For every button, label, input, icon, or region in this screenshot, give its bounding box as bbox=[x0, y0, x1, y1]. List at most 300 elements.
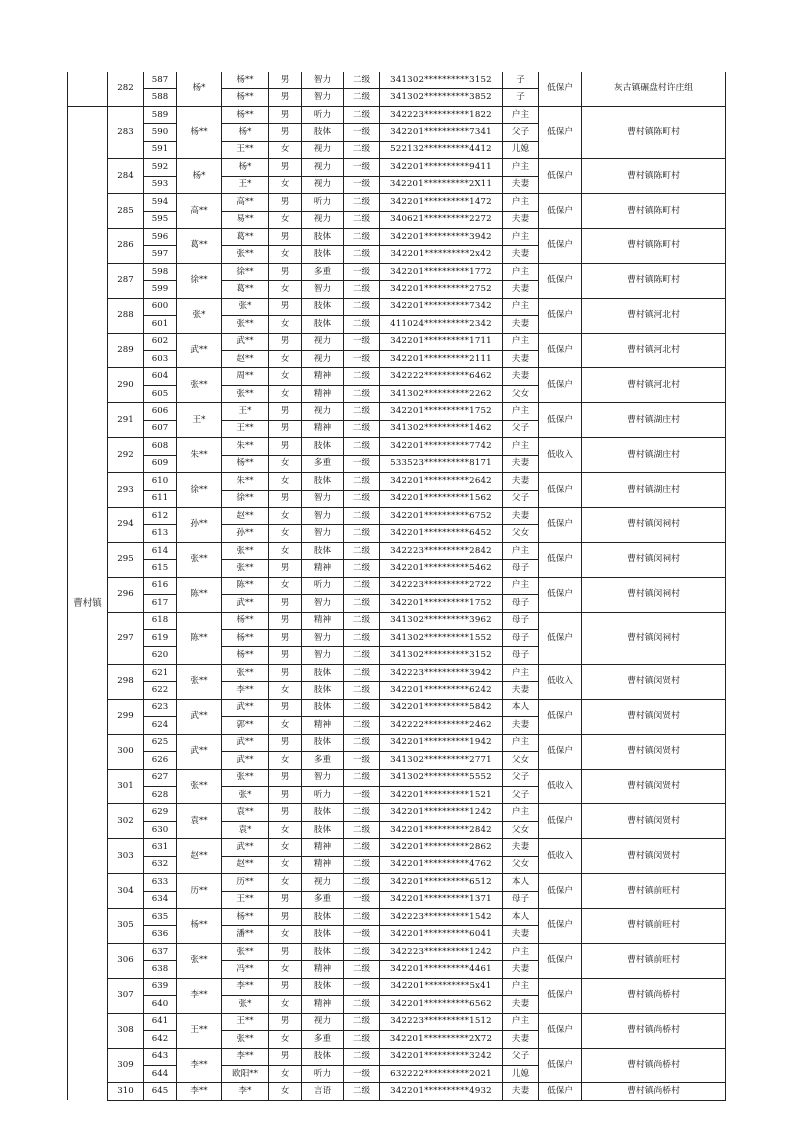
table-row bbox=[68, 804, 726, 821]
id-number: 342201**********5842 bbox=[380, 699, 503, 716]
disability-level: 一级 bbox=[344, 159, 380, 176]
household-table-container bbox=[67, 72, 725, 1097]
id-number: 342201**********7341 bbox=[380, 124, 503, 141]
member-name: 欧阳** bbox=[222, 1065, 269, 1082]
household-head: 陈** bbox=[177, 577, 222, 612]
member-name: 赵** bbox=[222, 351, 269, 368]
address: 曹村镇前旺村 bbox=[582, 909, 726, 944]
member-name: 陈** bbox=[222, 577, 269, 594]
assistance-category: 低保户 bbox=[539, 943, 582, 978]
relationship: 户主 bbox=[503, 228, 539, 245]
assistance-category: 低保户 bbox=[539, 542, 582, 577]
id-number: 342201**********1711 bbox=[380, 333, 503, 350]
relationship: 父女 bbox=[503, 856, 539, 873]
person-index: 606 bbox=[144, 403, 177, 420]
member-sex: 女 bbox=[269, 682, 302, 699]
member-name: 武** bbox=[222, 333, 269, 350]
disability-level: 二级 bbox=[344, 856, 380, 873]
household-number: 298 bbox=[108, 664, 144, 699]
assistance-category: 低保户 bbox=[539, 473, 582, 508]
disability-level: 一级 bbox=[344, 1065, 380, 1082]
table-row bbox=[68, 263, 726, 280]
person-index: 641 bbox=[144, 1013, 177, 1030]
disability-type: 肢体 bbox=[302, 821, 344, 838]
disability-type: 肢体 bbox=[302, 246, 344, 263]
disability-level: 二级 bbox=[344, 682, 380, 699]
relationship: 夫妻 bbox=[503, 351, 539, 368]
person-index: 625 bbox=[144, 734, 177, 751]
disability-level: 二级 bbox=[344, 542, 380, 559]
household-number: 303 bbox=[108, 839, 144, 874]
disability-type: 肢体 bbox=[302, 926, 344, 943]
person-index: 593 bbox=[144, 176, 177, 193]
household-head: 武** bbox=[177, 734, 222, 769]
household-number: 294 bbox=[108, 507, 144, 542]
id-number: 341302**********2771 bbox=[380, 752, 503, 769]
table-row bbox=[68, 473, 726, 490]
member-sex: 女 bbox=[269, 542, 302, 559]
person-index: 602 bbox=[144, 333, 177, 350]
household-head: 历** bbox=[177, 874, 222, 909]
person-index: 588 bbox=[144, 89, 177, 106]
person-index: 611 bbox=[144, 490, 177, 507]
disability-type: 多重 bbox=[302, 1031, 344, 1048]
person-index: 637 bbox=[144, 943, 177, 960]
assistance-category: 低保户 bbox=[539, 194, 582, 229]
id-number: 342201**********6242 bbox=[380, 682, 503, 699]
town-cell: 曹村镇 bbox=[68, 106, 108, 1100]
assistance-category: 低收入 bbox=[539, 839, 582, 874]
id-number: 342201**********2842 bbox=[380, 821, 503, 838]
member-sex: 女 bbox=[269, 455, 302, 472]
disability-type: 智力 bbox=[302, 89, 344, 106]
member-sex: 女 bbox=[269, 368, 302, 385]
member-sex: 男 bbox=[269, 159, 302, 176]
assistance-category: 低保户 bbox=[539, 1083, 582, 1100]
household-head: 杨* bbox=[177, 72, 222, 106]
disability-type: 视力 bbox=[302, 159, 344, 176]
person-index: 630 bbox=[144, 821, 177, 838]
member-sex: 男 bbox=[269, 943, 302, 960]
address: 曹村镇闵贤村 bbox=[582, 699, 726, 734]
person-index: 599 bbox=[144, 281, 177, 298]
relationship: 母子 bbox=[503, 630, 539, 647]
household-head: 杨* bbox=[177, 159, 222, 194]
id-number: 342201**********4762 bbox=[380, 856, 503, 873]
disability-level: 二级 bbox=[344, 961, 380, 978]
table-row bbox=[68, 734, 726, 751]
household-number: 305 bbox=[108, 909, 144, 944]
address: 曹村镇陈町村 bbox=[582, 194, 726, 229]
person-index: 639 bbox=[144, 978, 177, 995]
relationship: 夫妻 bbox=[503, 455, 539, 472]
disability-type: 精神 bbox=[302, 996, 344, 1013]
member-name: 杨** bbox=[222, 89, 269, 106]
disability-type: 肢体 bbox=[302, 473, 344, 490]
table-row bbox=[68, 978, 726, 995]
household-number: 285 bbox=[108, 194, 144, 229]
table-row bbox=[68, 1013, 726, 1030]
id-number: 342201**********1752 bbox=[380, 595, 503, 612]
id-number: 342201**********2x42 bbox=[380, 246, 503, 263]
member-name: 王* bbox=[222, 176, 269, 193]
member-sex: 女 bbox=[269, 246, 302, 263]
relationship: 父女 bbox=[503, 525, 539, 542]
household-number: 306 bbox=[108, 943, 144, 978]
disability-level: 一级 bbox=[344, 333, 380, 350]
address: 曹村镇闵祠村 bbox=[582, 612, 726, 664]
person-index: 628 bbox=[144, 786, 177, 803]
disability-level: 一级 bbox=[344, 351, 380, 368]
member-name: 杨* bbox=[222, 159, 269, 176]
person-index: 632 bbox=[144, 856, 177, 873]
table-row bbox=[68, 159, 726, 176]
member-sex: 女 bbox=[269, 385, 302, 402]
disability-level: 二级 bbox=[344, 316, 380, 333]
member-name: 历** bbox=[222, 874, 269, 891]
person-index: 635 bbox=[144, 909, 177, 926]
relationship: 户主 bbox=[503, 438, 539, 455]
relationship: 户主 bbox=[503, 403, 539, 420]
person-index: 622 bbox=[144, 682, 177, 699]
disability-type: 听力 bbox=[302, 1065, 344, 1082]
relationship: 户主 bbox=[503, 159, 539, 176]
assistance-category: 低保户 bbox=[539, 612, 582, 664]
assistance-category: 低保户 bbox=[539, 909, 582, 944]
assistance-category: 低保户 bbox=[539, 403, 582, 438]
disability-level: 二级 bbox=[344, 1031, 380, 1048]
relationship: 夫妻 bbox=[503, 368, 539, 385]
disability-level: 二级 bbox=[344, 473, 380, 490]
relationship: 夫妻 bbox=[503, 316, 539, 333]
relationship: 父子 bbox=[503, 769, 539, 786]
member-sex: 男 bbox=[269, 804, 302, 821]
assistance-category: 低收入 bbox=[539, 664, 582, 699]
household-head: 张** bbox=[177, 664, 222, 699]
household-number: 287 bbox=[108, 263, 144, 298]
person-index: 614 bbox=[144, 542, 177, 559]
disability-type: 智力 bbox=[302, 595, 344, 612]
id-number: 342201**********3242 bbox=[380, 1048, 503, 1065]
relationship: 夫妻 bbox=[503, 281, 539, 298]
table-row bbox=[68, 507, 726, 524]
household-head: 李** bbox=[177, 978, 222, 1013]
member-name: 杨** bbox=[222, 106, 269, 123]
disability-level: 一级 bbox=[344, 176, 380, 193]
disability-type: 肢体 bbox=[302, 909, 344, 926]
disability-level: 一级 bbox=[344, 263, 380, 280]
member-sex: 男 bbox=[269, 263, 302, 280]
household-head: 葛** bbox=[177, 228, 222, 263]
household-head: 陈** bbox=[177, 612, 222, 664]
disability-level: 二级 bbox=[344, 647, 380, 664]
person-index: 618 bbox=[144, 612, 177, 629]
member-name: 王** bbox=[222, 891, 269, 908]
table-row bbox=[68, 839, 726, 856]
relationship: 本人 bbox=[503, 874, 539, 891]
address: 曹村镇陈町村 bbox=[582, 106, 726, 158]
disability-level: 二级 bbox=[344, 525, 380, 542]
member-name: 武** bbox=[222, 699, 269, 716]
disability-level: 一级 bbox=[344, 124, 380, 141]
member-name: 李** bbox=[222, 978, 269, 995]
assistance-category: 低收入 bbox=[539, 769, 582, 804]
disability-level: 二级 bbox=[344, 630, 380, 647]
disability-type: 智力 bbox=[302, 630, 344, 647]
household-number: 295 bbox=[108, 542, 144, 577]
disability-type: 言语 bbox=[302, 1083, 344, 1100]
id-number: 342201**********1772 bbox=[380, 263, 503, 280]
table-row bbox=[68, 228, 726, 245]
disability-type: 智力 bbox=[302, 507, 344, 524]
address: 曹村镇尚桥村 bbox=[582, 978, 726, 1013]
address: 曹村镇闵贤村 bbox=[582, 804, 726, 839]
member-sex: 男 bbox=[269, 734, 302, 751]
member-sex: 女 bbox=[269, 996, 302, 1013]
household-head: 李** bbox=[177, 1048, 222, 1083]
disability-level: 二级 bbox=[344, 72, 380, 89]
disability-type: 肢体 bbox=[302, 1048, 344, 1065]
member-name: 郭** bbox=[222, 717, 269, 734]
disability-type: 精神 bbox=[302, 839, 344, 856]
member-name: 赵** bbox=[222, 507, 269, 524]
relationship: 夫妻 bbox=[503, 246, 539, 263]
relationship: 夫妻 bbox=[503, 717, 539, 734]
address: 曹村镇闵贤村 bbox=[582, 734, 726, 769]
relationship: 夫妻 bbox=[503, 682, 539, 699]
member-name: 葛** bbox=[222, 281, 269, 298]
relationship: 户主 bbox=[503, 978, 539, 995]
disability-type: 视力 bbox=[302, 874, 344, 891]
household-number: 284 bbox=[108, 159, 144, 194]
member-name: 武** bbox=[222, 839, 269, 856]
member-sex: 男 bbox=[269, 769, 302, 786]
household-number: 302 bbox=[108, 804, 144, 839]
relationship: 父子 bbox=[503, 786, 539, 803]
household-number: 289 bbox=[108, 333, 144, 368]
person-index: 589 bbox=[144, 106, 177, 123]
assistance-category: 低保户 bbox=[539, 734, 582, 769]
table-row bbox=[68, 1083, 726, 1100]
member-sex: 男 bbox=[269, 72, 302, 89]
relationship: 儿媳 bbox=[503, 141, 539, 158]
disability-level: 二级 bbox=[344, 211, 380, 228]
address: 灰古镇碾盘村许庄组 bbox=[582, 72, 726, 106]
member-sex: 男 bbox=[269, 978, 302, 995]
relationship: 母子 bbox=[503, 891, 539, 908]
member-sex: 男 bbox=[269, 1048, 302, 1065]
household-number: 297 bbox=[108, 612, 144, 664]
member-sex: 男 bbox=[269, 403, 302, 420]
person-index: 604 bbox=[144, 368, 177, 385]
disability-type: 智力 bbox=[302, 281, 344, 298]
member-sex: 女 bbox=[269, 473, 302, 490]
relationship: 母子 bbox=[503, 612, 539, 629]
member-name: 高** bbox=[222, 194, 269, 211]
member-name: 朱** bbox=[222, 473, 269, 490]
member-name: 王* bbox=[222, 403, 269, 420]
disability-level: 二级 bbox=[344, 385, 380, 402]
household-number: 291 bbox=[108, 403, 144, 438]
person-index: 607 bbox=[144, 420, 177, 437]
disability-type: 听力 bbox=[302, 786, 344, 803]
member-sex: 女 bbox=[269, 874, 302, 891]
id-number: 342201**********3942 bbox=[380, 228, 503, 245]
address: 曹村镇前旺村 bbox=[582, 874, 726, 909]
disability-type: 精神 bbox=[302, 385, 344, 402]
relationship: 夫妻 bbox=[503, 839, 539, 856]
person-index: 591 bbox=[144, 141, 177, 158]
disability-level: 二级 bbox=[344, 769, 380, 786]
disability-type: 智力 bbox=[302, 72, 344, 89]
household-number: 310 bbox=[108, 1083, 144, 1100]
member-name: 杨** bbox=[222, 647, 269, 664]
relationship: 父女 bbox=[503, 752, 539, 769]
table-row bbox=[68, 699, 726, 716]
relationship: 户主 bbox=[503, 577, 539, 594]
id-number: 342201**********7742 bbox=[380, 438, 503, 455]
member-name: 杨* bbox=[222, 124, 269, 141]
disability-level: 二级 bbox=[344, 1048, 380, 1065]
person-index: 627 bbox=[144, 769, 177, 786]
member-sex: 女 bbox=[269, 821, 302, 838]
address: 曹村镇河北村 bbox=[582, 368, 726, 403]
disability-level: 二级 bbox=[344, 490, 380, 507]
member-sex: 女 bbox=[269, 507, 302, 524]
relationship: 子 bbox=[503, 72, 539, 89]
id-number: 342223**********1822 bbox=[380, 106, 503, 123]
id-number: 341302**********3152 bbox=[380, 647, 503, 664]
relationship: 户主 bbox=[503, 734, 539, 751]
relationship: 户主 bbox=[503, 333, 539, 350]
household-head: 武** bbox=[177, 333, 222, 368]
member-name: 武** bbox=[222, 752, 269, 769]
household-number: 308 bbox=[108, 1013, 144, 1048]
person-index: 642 bbox=[144, 1031, 177, 1048]
disability-level: 二级 bbox=[344, 717, 380, 734]
household-head: 孙** bbox=[177, 507, 222, 542]
disability-type: 精神 bbox=[302, 420, 344, 437]
disability-type: 智力 bbox=[302, 490, 344, 507]
member-name: 武** bbox=[222, 734, 269, 751]
member-sex: 女 bbox=[269, 176, 302, 193]
member-sex: 男 bbox=[269, 595, 302, 612]
member-sex: 女 bbox=[269, 1031, 302, 1048]
disability-level: 一级 bbox=[344, 455, 380, 472]
person-index: 640 bbox=[144, 996, 177, 1013]
person-index: 615 bbox=[144, 560, 177, 577]
member-name: 杨** bbox=[222, 630, 269, 647]
member-sex: 男 bbox=[269, 612, 302, 629]
assistance-category: 低保户 bbox=[539, 1048, 582, 1083]
member-name: 张** bbox=[222, 385, 269, 402]
relationship: 母子 bbox=[503, 595, 539, 612]
id-number: 342201**********4932 bbox=[380, 1083, 503, 1100]
address: 曹村镇闵贤村 bbox=[582, 839, 726, 874]
disability-type: 精神 bbox=[302, 717, 344, 734]
id-number: 342223**********1242 bbox=[380, 943, 503, 960]
member-sex: 男 bbox=[269, 490, 302, 507]
id-number: 632222**********2021 bbox=[380, 1065, 503, 1082]
person-index: 603 bbox=[144, 351, 177, 368]
disability-level: 二级 bbox=[344, 420, 380, 437]
member-sex: 女 bbox=[269, 316, 302, 333]
person-index: 616 bbox=[144, 577, 177, 594]
disability-level: 二级 bbox=[344, 612, 380, 629]
person-index: 644 bbox=[144, 1065, 177, 1082]
disability-type: 精神 bbox=[302, 856, 344, 873]
disability-type: 多重 bbox=[302, 891, 344, 908]
member-sex: 男 bbox=[269, 664, 302, 681]
member-name: 杨** bbox=[222, 612, 269, 629]
relationship: 夫妻 bbox=[503, 507, 539, 524]
member-name: 袁** bbox=[222, 804, 269, 821]
member-name: 王** bbox=[222, 141, 269, 158]
assistance-category: 低保户 bbox=[539, 368, 582, 403]
id-number: 342201**********2862 bbox=[380, 839, 503, 856]
member-sex: 男 bbox=[269, 1013, 302, 1030]
person-index: 609 bbox=[144, 455, 177, 472]
member-name: 张** bbox=[222, 664, 269, 681]
disability-type: 肢体 bbox=[302, 804, 344, 821]
disability-level: 二级 bbox=[344, 699, 380, 716]
disability-level: 二级 bbox=[344, 821, 380, 838]
person-index: 605 bbox=[144, 385, 177, 402]
relationship: 夫妻 bbox=[503, 211, 539, 228]
relationship: 父子 bbox=[503, 420, 539, 437]
member-name: 张* bbox=[222, 298, 269, 315]
disability-type: 视力 bbox=[302, 1013, 344, 1030]
id-number: 342201**********1242 bbox=[380, 804, 503, 821]
assistance-category: 低保户 bbox=[539, 263, 582, 298]
member-sex: 女 bbox=[269, 351, 302, 368]
member-sex: 女 bbox=[269, 577, 302, 594]
person-index: 592 bbox=[144, 159, 177, 176]
disability-level: 二级 bbox=[344, 909, 380, 926]
table-row bbox=[68, 1048, 726, 1065]
member-name: 张** bbox=[222, 1031, 269, 1048]
member-sex: 男 bbox=[269, 647, 302, 664]
table-row bbox=[68, 403, 726, 420]
household-head: 张** bbox=[177, 368, 222, 403]
relationship: 夫妻 bbox=[503, 1083, 539, 1100]
member-name: 徐** bbox=[222, 490, 269, 507]
relationship: 儿媳 bbox=[503, 1065, 539, 1082]
person-index: 621 bbox=[144, 664, 177, 681]
id-number: 342201**********1942 bbox=[380, 734, 503, 751]
household-number: 290 bbox=[108, 368, 144, 403]
member-sex: 男 bbox=[269, 438, 302, 455]
id-number: 342201**********1752 bbox=[380, 403, 503, 420]
assistance-category: 低保户 bbox=[539, 577, 582, 612]
table-row bbox=[68, 438, 726, 455]
assistance-category: 低保户 bbox=[539, 298, 582, 333]
relationship: 户主 bbox=[503, 298, 539, 315]
member-name: 张** bbox=[222, 943, 269, 960]
member-sex: 女 bbox=[269, 141, 302, 158]
assistance-category: 低保户 bbox=[539, 72, 582, 106]
address: 曹村镇河北村 bbox=[582, 333, 726, 368]
address: 曹村镇闵贤村 bbox=[582, 664, 726, 699]
table-row bbox=[68, 769, 726, 786]
disability-level: 二级 bbox=[344, 734, 380, 751]
household-number: 309 bbox=[108, 1048, 144, 1083]
household-head: 袁** bbox=[177, 804, 222, 839]
relationship: 户主 bbox=[503, 194, 539, 211]
member-sex: 男 bbox=[269, 298, 302, 315]
id-number: 342222**********6462 bbox=[380, 368, 503, 385]
member-name: 李* bbox=[222, 1083, 269, 1100]
